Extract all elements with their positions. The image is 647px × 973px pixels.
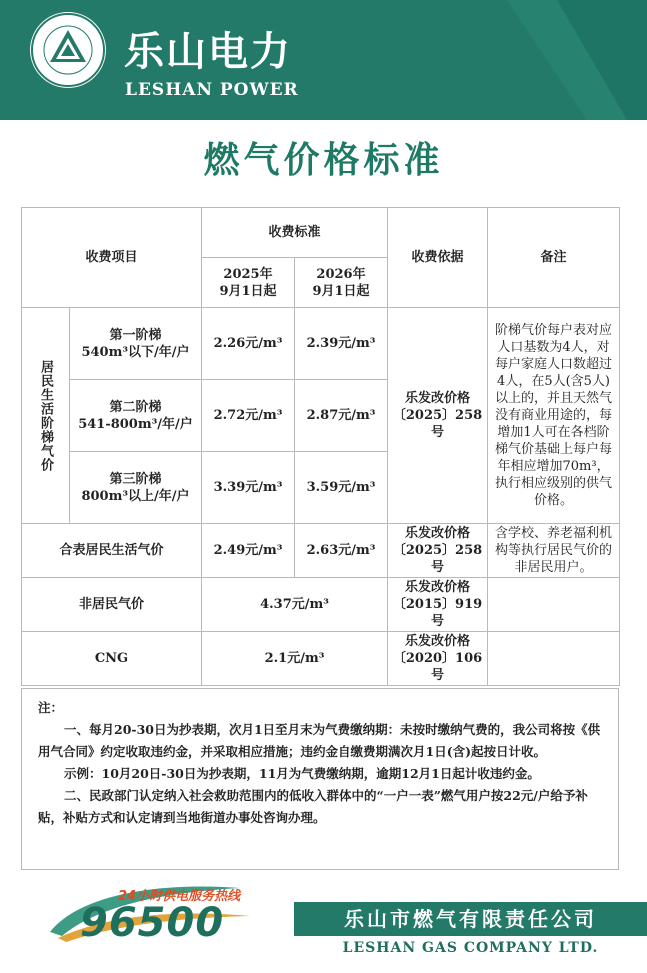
cng-price: 2.1元/m³: [202, 632, 388, 686]
tier-3-cell: [70, 452, 202, 524]
notes-item-1: 一、每月20-30日为抄表期，次月1日至月末为气费缴纳期：未按时缴纳气费的，我公司将按《供用气合同》约定收取违约金，并采取相应措施；违约金自缴费期满次月1日(含)起按日计收。: [38, 722, 601, 759]
header-decoration: [387, 0, 647, 120]
combined-remark: 含学校、养老福利机构等执行居民气价的非居民用户。: [488, 524, 620, 578]
tier-2-cell: [70, 380, 202, 452]
tier-2-range: 541-800m³/年/户: [78, 416, 193, 432]
header-basis: 收费依据: [388, 208, 488, 308]
tier-1-range: 540m³以下/年/户: [81, 344, 190, 360]
header-item: 收费项目: [22, 208, 202, 308]
tier-1-name: 第一阶梯: [109, 327, 162, 343]
hotline-tagline: 24小时供电服务热线: [118, 889, 241, 904]
combined-name: 合表居民生活气价: [22, 524, 202, 578]
nonresident-basis: 乐发改价格 〔2015〕919号: [388, 578, 488, 632]
price-table: [21, 207, 620, 686]
company-logo: [30, 12, 106, 88]
notes-example: 示例：10月20日-30日为抄表期，11月为气费缴纳期，逾期12月1日起计收违约金。: [64, 766, 540, 781]
hotline-number: 96500: [80, 900, 225, 946]
nonresident-remark: [488, 578, 620, 632]
combined-basis: 乐发改价格 〔2025〕258号: [388, 524, 488, 578]
tier-1-cell: [70, 308, 202, 380]
resident-basis: 乐发改价格 〔2025〕258号: [388, 308, 488, 524]
page-title: 燃气价格标准: [203, 140, 444, 181]
tier-3-price-2026: 3.59元/m³: [295, 452, 388, 524]
brand-name-cn: 乐山电力: [124, 29, 292, 75]
tier-2-name: 第二阶梯: [109, 399, 162, 415]
cng-name: CNG: [22, 632, 202, 686]
cng-basis: 乐发改价格 〔2020〕106号: [388, 632, 488, 686]
header-standard: 收费标准: [202, 208, 388, 258]
notes-box: [21, 688, 619, 870]
combined-price-2025: 2.49元/m³: [202, 524, 295, 578]
tier-1-price-2025: 2.26元/m³: [202, 308, 295, 380]
tier-3-range: 800m³以上/年/户: [81, 488, 190, 504]
company-name-en: LESHAN GAS COMPANY LTD.: [342, 940, 599, 956]
header-2025: 2025年 9月1日起: [202, 258, 295, 308]
tier-3-price-2025: 3.39元/m³: [202, 452, 295, 524]
cng-remark: [488, 632, 620, 686]
nonresident-price: 4.37元/m³: [202, 578, 388, 632]
tier-3-name: 第三阶梯: [109, 471, 162, 487]
company-name-cn: 乐山市燃气有限责任公司: [344, 907, 597, 931]
header-remark: 备注: [488, 208, 620, 308]
resident-group-cell: [22, 308, 70, 524]
notes-heading: 注：: [38, 700, 64, 715]
resident-group-label: 居民生活阶梯气价: [38, 359, 53, 472]
notes-item-2: 二、民政部门认定纳入社会救助范围内的低收入群体中的“一户一表”燃气用户按22元/户给予补贴，补贴方式和认定请到当地街道办事处咨询办理。: [38, 788, 588, 825]
resident-remark: 阶梯气价每户表对应人口基数为4人，对每户家庭人口数超过4人，在5人(含5人)以上的，并且天然气没有商业用途的，每增加1人可在各档阶梯气价基础上每户每年相应增加70m³，执行相应级别的供气价格。: [488, 308, 620, 524]
header-banner: [0, 0, 647, 120]
header-2026: 2026年 9月1日起: [295, 258, 388, 308]
tier-1-price-2026: 2.39元/m³: [295, 308, 388, 380]
brand-name-en: LESHAN POWER: [125, 80, 299, 100]
tier-2-price-2025: 2.72元/m³: [202, 380, 295, 452]
combined-price-2026: 2.63元/m³: [295, 524, 388, 578]
nonresident-name: 非居民气价: [22, 578, 202, 632]
tier-2-price-2026: 2.87元/m³: [295, 380, 388, 452]
